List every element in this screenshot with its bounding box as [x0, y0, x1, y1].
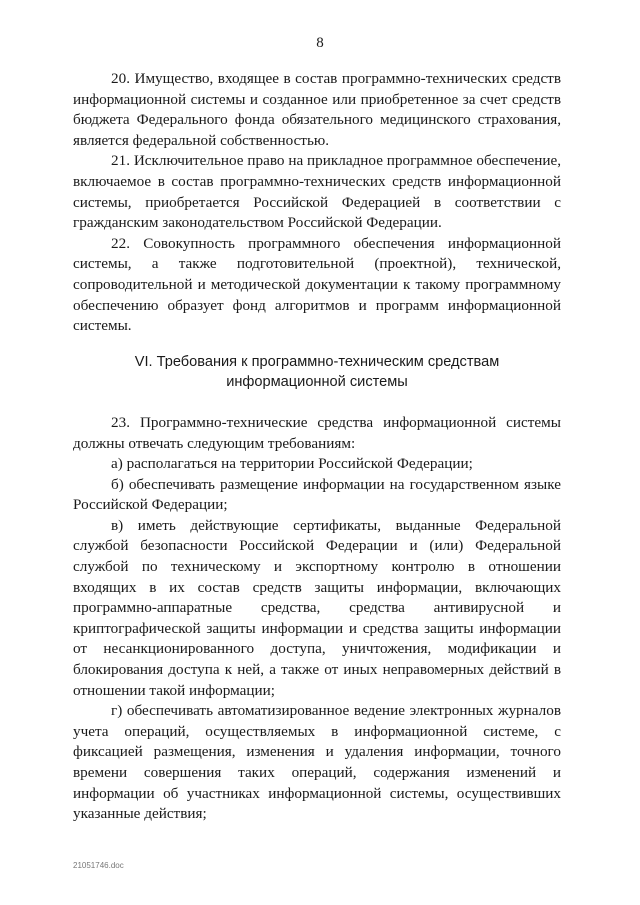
footer-file-reference: 21051746.doc: [73, 861, 124, 870]
page-number: 8: [316, 35, 324, 51]
requirement-item-v: в) иметь действующие сертификаты, выданные Федеральной службой безопасности Российской Федерации и (или) Федеральной службой по техническому и экспортному контролю в отношении входящих в их состав средств защиты информации, включающих программно-аппаратные средства, средства антивирусной и криптографической защиты информации и средства защиты информации от несанкционированного доступа, уничтожения, модификации и блокирования доступа к ней, а также от иных неправомерных действий в отношении такой информации;: [73, 516, 561, 699]
paragraph-20: 20. Имущество, входящее в состав программно-технических средств информационной системы и созданное или приобретенное за счет средств бюджета Федерального фонда обязательного медицинского страхования, является федеральной собственностью.: [73, 70, 561, 149]
document-body: [73, 69, 561, 825]
requirement-item-b: б) обеспечивать размещение информации на государственном языке Российской Федерации;: [73, 475, 561, 514]
paragraph-22: 22. Совокупность программного обеспечения информационной системы, а также подготовительной (проектной), технической, сопроводительной и методической документации к такому программному обеспечению образует фонд алгоритмов и программ информационной системы.: [73, 234, 561, 335]
paragraph-23-intro: 23. Программно-технические средства информационной системы должны отвечать следующим требованиям:: [73, 413, 561, 452]
requirement-item-a: а) располагаться на территории Российской Федерации;: [111, 455, 473, 473]
paragraph-21: 21. Исключительное право на прикладное программное обеспечение, включаемое в состав программно-технических средств информационной системы, приобретается Российской Федерацией в соответствии с гражданским законодательством Российской Федерации.: [73, 152, 561, 232]
requirement-item-g: г) обеспечивать автоматизированное ведение электронных журналов учета операций, осуществляемых в информационной системе, с фиксацией размещения, изменения и удаления информации, точного времени совершения таких операций, содержания изменений и информации об участниках информационной системы, осуществивших указанные действия;: [73, 702, 561, 823]
section-heading: VI. Требования к программно-техническим средствам информационной системы: [134, 353, 500, 391]
